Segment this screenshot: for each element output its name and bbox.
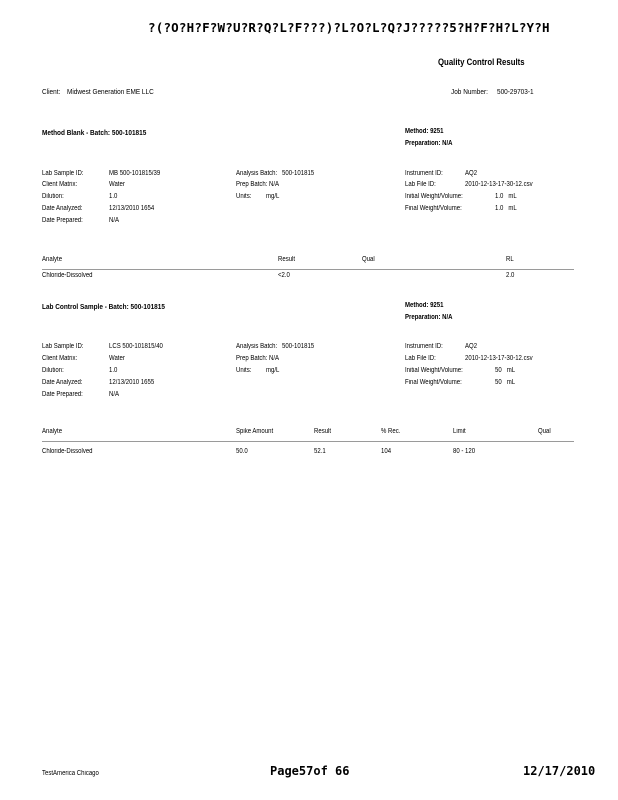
lcs-value-initial-weight: 50 mL [495,367,516,374]
mb-label-dilution: Dilution: [42,193,64,200]
mb-col-analyte: Analyte [42,256,63,263]
lcs-label-lab-file-id: Lab File ID: [405,355,436,362]
lcs-label-instrument-id: Instrument ID: [405,343,443,350]
lcs-col-analyte: Analyte [42,428,63,435]
mb-value-date-analyzed: 12/13/2010 1654 [109,205,155,212]
lcs-col-limit: Limit [453,428,466,435]
mb-label-units: Units: [236,193,252,200]
mb-col-rl: RL [506,256,514,263]
lcs-row-analyte: Chloride-Dissolved [42,448,93,455]
lcs-label-analysis-batch: Analysis Batch: [236,343,278,350]
footer-page-total: 66 [335,764,350,778]
lcs-value-lab-sample-id: LCS 500-101815/40 [109,343,163,350]
lcs-label-client-matrix: Client Matrix: [42,355,78,362]
lcs-row-limit: 80 - 120 [453,448,476,455]
mb-value-units: mg/L [266,193,280,200]
lcs-value-analysis-batch: 500-101815 [282,343,315,350]
mb-value-prep-batch: N/A [269,181,280,188]
mb-label-analysis-batch: Analysis Batch: [236,170,278,177]
method-blank-preparation: Preparation: N/A [405,140,453,147]
lcs-label-final-weight: Final Weight/Volume: [405,379,462,386]
client-label: Client: [42,87,61,96]
lcs-col-rec: % Rec. [381,428,401,435]
footer-page-of: of [313,764,328,778]
mb-row-result: <2.0 [278,272,290,279]
report-title: Quality Control Results [438,57,525,68]
lcs-table-rule [42,441,574,442]
footer-page-current: 57 [298,764,314,778]
lcs-value-date-prepared: N/A [109,391,120,398]
lcs-label-dilution: Dilution: [42,367,64,374]
mb-table-rule [42,269,574,270]
client-value: Midwest Generation EME LLC [67,87,154,96]
mb-label-date-analyzed: Date Analyzed: [42,205,83,212]
mb-label-initial-weight: Initial Weight/Volume: [405,193,463,200]
lcs-col-qual: Qual [538,428,551,435]
lcs-row-result: 52.1 [314,448,326,455]
lcs-value-client-matrix: Water [109,355,125,362]
lcs-method: Method: 9251 [405,302,444,309]
lcs-label-date-prepared: Date Prepared: [42,391,83,398]
mb-label-date-prepared: Date Prepared: [42,217,83,224]
job-number-value: 500-29703-1 [497,87,534,96]
footer-page [270,764,350,778]
lcs-value-dilution: 1.0 [109,367,118,374]
lcs-preparation: Preparation: N/A [405,314,453,321]
method-blank-method: Method: 9251 [405,128,444,135]
method-blank-heading: Method Blank - Batch: 500-101815 [42,128,147,137]
mb-value-analysis-batch: 500-101815 [282,170,315,177]
lcs-value-final-weight: 50 mL [495,379,516,386]
lcs-label-prep-batch: Prep Batch: [236,355,268,362]
mb-label-lab-file-id: Lab File ID: [405,181,436,188]
mb-label-final-weight: Final Weight/Volume: [405,205,462,212]
lcs-value-units: mg/L [266,367,280,374]
lcs-label-initial-weight: Initial Weight/Volume: [405,367,463,374]
mb-row-analyte: Chloride-Dissolved [42,272,93,279]
lcs-row-spike-amount: 50.0 [236,448,248,455]
lcs-label-lab-sample-id: Lab Sample ID: [42,343,84,350]
mb-col-result: Result [278,256,296,263]
footer-date: 12/17/2010 [523,764,596,778]
mb-value-dilution: 1.0 [109,193,118,200]
lcs-row-rec: 104 [381,448,392,455]
footer-company: TestAmerica Chicago [42,770,99,777]
lcs-label-date-analyzed: Date Analyzed: [42,379,83,386]
lcs-value-date-analyzed: 12/13/2010 1655 [109,379,155,386]
mb-label-prep-batch: Prep Batch: [236,181,268,188]
mb-value-lab-sample-id: MB 500-101815/39 [109,170,161,177]
mb-value-client-matrix: Water [109,181,125,188]
mb-label-client-matrix: Client Matrix: [42,181,78,188]
garbled-header: ?(?O?H?F?W?U?R?Q?L?F???)?L?O?L?Q?J?????5?H?F?H?L?Y?H [148,20,550,35]
lcs-col-spike-amount: Spike Amount [236,428,274,435]
lcs-col-result: Result [314,428,332,435]
lcs-value-prep-batch: N/A [269,355,280,362]
mb-value-final-weight: 1.0 mL [495,205,517,212]
mb-row-rl: 2.0 [506,272,515,279]
mb-value-lab-file-id: 2010-12-13-17-30-12.csv [465,181,533,188]
mb-value-date-prepared: N/A [109,217,120,224]
job-number-label: Job Number: [451,87,488,96]
mb-label-instrument-id: Instrument ID: [405,170,443,177]
mb-label-lab-sample-id: Lab Sample ID: [42,170,84,177]
mb-value-initial-weight: 1.0 mL [495,193,517,200]
mb-value-instrument-id: AQ2 [465,170,478,177]
lcs-heading: Lab Control Sample - Batch: 500-101815 [42,302,165,311]
mb-col-qual: Qual [362,256,375,263]
lcs-label-units: Units: [236,367,252,374]
lcs-value-instrument-id: AQ2 [465,343,478,350]
footer-page-word: Page [270,764,299,778]
lcs-value-lab-file-id: 2010-12-13-17-30-12.csv [465,355,533,362]
